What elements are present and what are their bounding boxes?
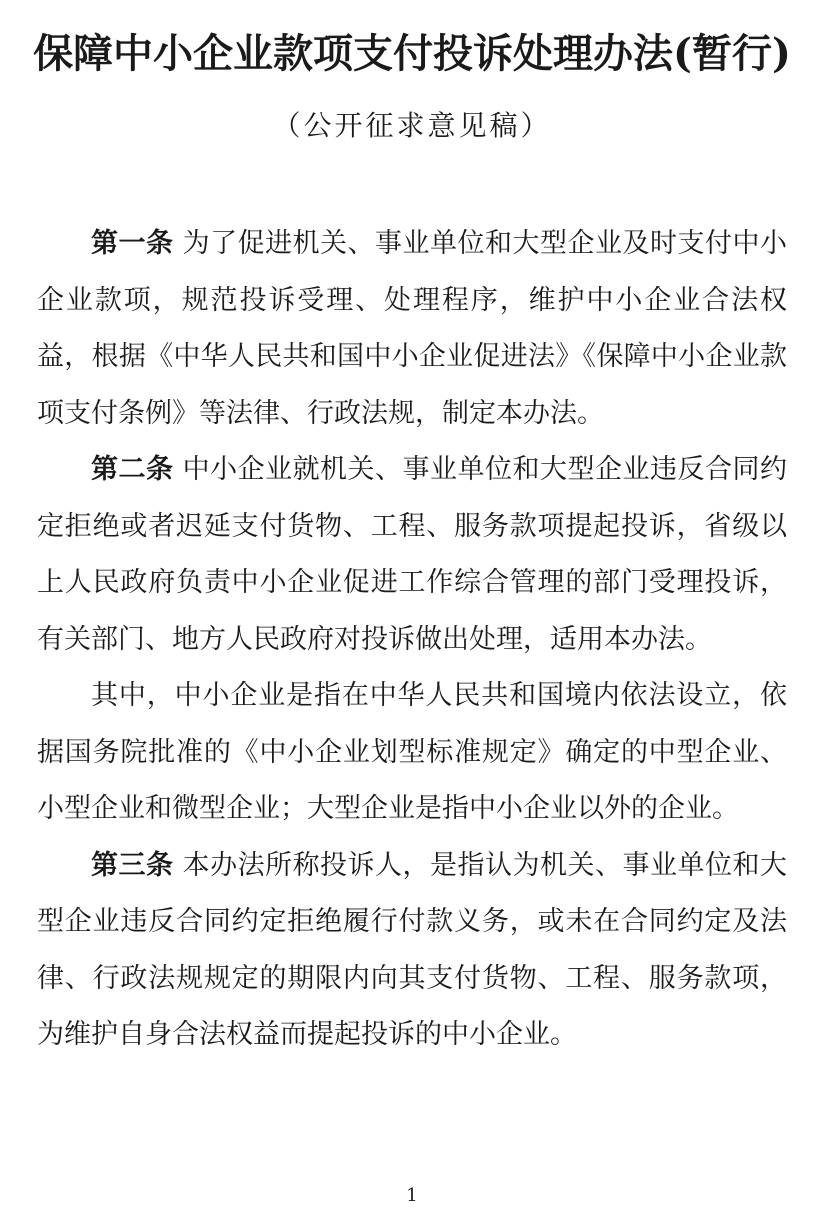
article-2-text: 中小企业就机关、事业单位和大型企业违反合同约定拒绝或者迟延支付货物、工程、服务款项提起投诉，省级以上人民政府负责中小企业促进工作综合管理的部门受理投诉，有关部门、地方人民政府对投诉做出处理，适用本办法。 xyxy=(37,454,787,655)
document-title: 保障中小企业款项支付投诉处理办法(暂行) xyxy=(33,30,791,77)
article-1-text: 为了促进机关、事业单位和大型企业及时支付中小企业款项，规范投诉受理、处理程序，维护中小企业合法权益，根据《中华人民共和国中小企业促进法》《保障中小企业款项支付条例》等法律、行政法规，制定本办法。 xyxy=(37,228,787,429)
article-1 xyxy=(37,216,787,442)
article-3 xyxy=(37,838,787,1064)
document-subtitle: （公开征求意见稿） xyxy=(272,109,552,142)
article-2-paragraph-2: 其中，中小企业是指在中华人民共和国境内依法设立，依据国务院批准的《中小企业划型标准规定》确定的中型企业、小型企业和微型企业；大型企业是指中小企业以外的企业。 xyxy=(37,680,787,824)
article-1-label: 第一条 xyxy=(91,228,174,259)
page-number: 1 xyxy=(406,1185,418,1206)
article-3-label: 第三条 xyxy=(91,849,174,881)
article-2-label: 第二条 xyxy=(91,454,174,485)
article-2 xyxy=(37,442,787,668)
document-body xyxy=(37,216,787,1064)
article-3-text: 本办法所称投诉人，是指认为机关、事业单位和大型企业违反合同约定拒绝履行付款义务，或未在合同约定及法律、行政法规规定的期限内向其支付货物、工程、服务款项，为维护自身合法权益而提起投诉的中小企业。 xyxy=(37,849,787,1050)
